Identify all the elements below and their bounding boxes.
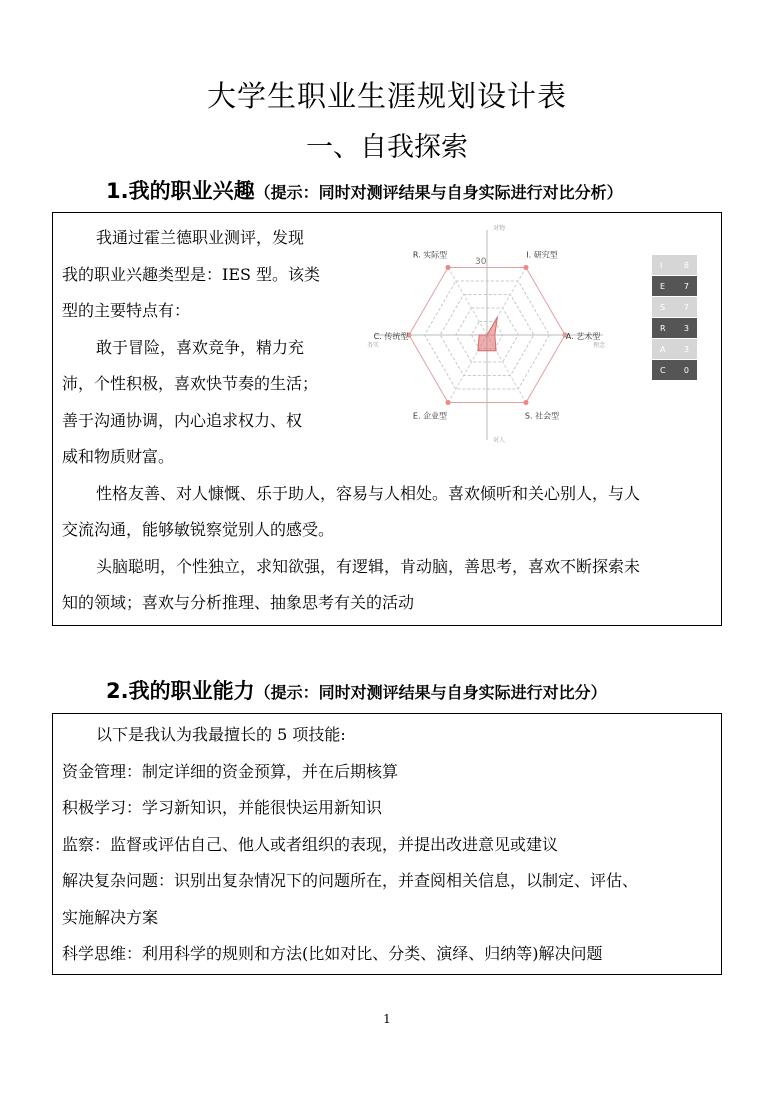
- legend-code: S: [660, 302, 666, 312]
- legend-code: C: [660, 365, 666, 375]
- radar-axis-label: S. 社会型: [524, 411, 560, 421]
- radar-vertex-dot: [446, 400, 451, 405]
- interest-line: 敢于冒险，喜欢竞争，精力充: [96, 338, 305, 357]
- ability-line: 监察：监督或评估自己、他人或者组织的表现，并提出改进意见或建议: [62, 835, 559, 854]
- holland-radar-chart: [345, 222, 615, 448]
- interest-heading-hint: （提示：同时对测评结果与自身实际进行对比分析）: [254, 183, 623, 202]
- radar-max-label: 30: [475, 257, 487, 267]
- radar-axis-label: C. 传统型: [373, 332, 409, 341]
- interest-line: 知的领域；喜欢与分析推理、抽象思考有关的活动: [62, 593, 415, 612]
- legend-code: A: [660, 344, 666, 354]
- interest-line: 型的主要特点有：: [62, 301, 191, 320]
- ability-line: 解决复杂问题：识别出复杂情况下的问题所在，并查阅相关信息，以制定、评估、: [62, 871, 639, 890]
- legend-row: [652, 318, 697, 338]
- interest-heading: [106, 175, 623, 205]
- interest-line: 我的职业兴趣类型是：IES 型。该类: [62, 265, 321, 284]
- ability-line: 以下是我认为我最擅长的 5 项技能:: [96, 725, 346, 744]
- legend-row: [652, 276, 697, 296]
- legend-row: [652, 297, 697, 317]
- ability-line: 积极学习：学习新知识，并能很快运用新知识: [62, 798, 383, 817]
- legend-value: 0: [683, 365, 689, 375]
- legend-code: R: [660, 323, 666, 333]
- radar-axis-label: E. 企业型: [412, 411, 448, 421]
- radar-side-label-left: 务实: [367, 342, 380, 349]
- ability-heading-hint: （提示：同时对测评结果与自身实际进行对比分）: [254, 683, 607, 702]
- interest-line: 性格友善、对人慷慨、乐于助人，容易与人相处。喜欢倾听和关心别人，与人: [96, 484, 641, 503]
- legend-value: 7: [683, 281, 689, 291]
- legend-value: 7: [683, 302, 689, 312]
- radar-axis-label: I. 研究型: [526, 250, 558, 260]
- interest-line: 交流沟通，能够敏锐察觉别人的感受。: [62, 520, 335, 539]
- radar-vertex-dot: [446, 265, 451, 270]
- interest-line: 沛，个性积极，喜欢快节奏的生活；: [62, 374, 319, 393]
- radar-vertex-dot: [524, 265, 529, 270]
- section-title: 一、自我探索: [306, 132, 468, 163]
- radar-svg: [345, 222, 615, 448]
- ability-line: 资金管理：制定详细的资金预算，并在后期核算: [62, 762, 399, 781]
- radar-axis-label: A. 艺术型: [565, 332, 601, 341]
- legend-value: 8: [683, 260, 689, 270]
- interest-line: 头脑聪明，个性独立，求知欲强，有逻辑，肯动脑，善思考，喜欢不断探索未: [96, 557, 641, 576]
- legend-row: [652, 255, 697, 275]
- ability-heading: [106, 675, 607, 705]
- interest-line: 威和物质财富。: [62, 447, 175, 466]
- legend-value: 3: [683, 344, 689, 354]
- radar-side-label-top: 对物: [493, 225, 506, 232]
- legend-row: [652, 360, 697, 380]
- score-legend: [652, 255, 697, 381]
- radar-spoke: [448, 267, 487, 335]
- ability-line: 实施解决方案: [62, 908, 159, 927]
- interest-heading-title: 1.我的职业兴趣: [106, 179, 255, 203]
- interest-line: 善于沟通协调，内心追求权力、权: [62, 411, 303, 430]
- legend-value: 3: [683, 323, 689, 333]
- ability-line: 科学思维：利用科学的规则和方法(比如对比、分类、演绎、归纳等)解决问题: [62, 944, 603, 963]
- radar-side-label-bottom: 对人: [493, 437, 506, 444]
- legend-code: E: [660, 281, 666, 291]
- radar-data-area: [478, 317, 498, 351]
- ability-heading-title: 2.我的职业能力: [106, 679, 255, 703]
- radar-side-label-right: 理念: [593, 342, 606, 349]
- page-title: 大学生职业生涯规划设计表: [206, 79, 567, 113]
- radar-vertex-dot: [524, 400, 529, 405]
- legend-code: I: [660, 260, 663, 270]
- interest-line: 我通过霍兰德职业测评，发现: [96, 228, 305, 247]
- page-number: 1: [383, 1012, 391, 1026]
- legend-row: [652, 339, 697, 359]
- radar-axis-label: R. 实际型: [412, 250, 448, 260]
